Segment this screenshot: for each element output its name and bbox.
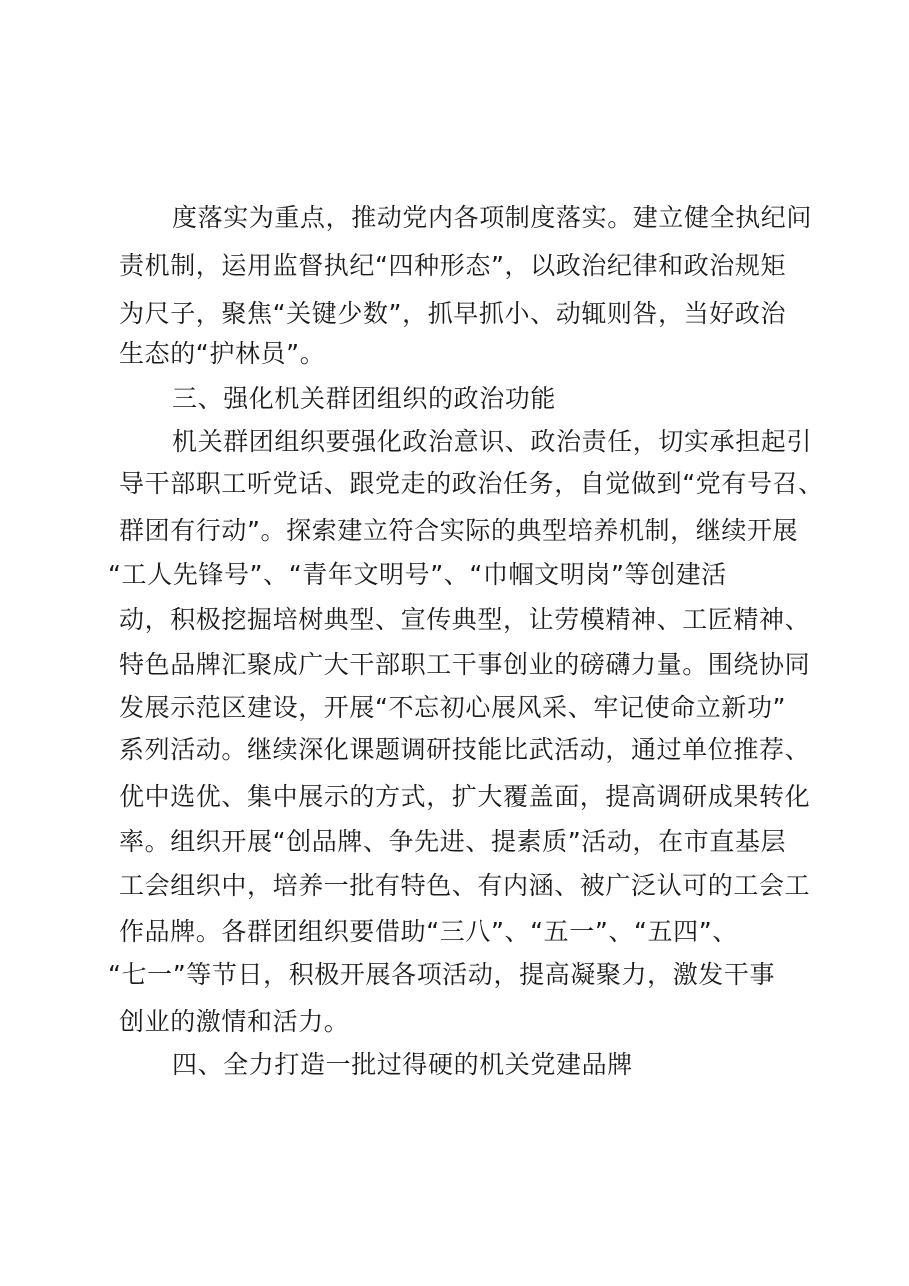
paragraph-line: 群团有行动”。探索建立符合实际的典型培养机制，继续开展 [119, 516, 799, 545]
section-heading: 三、强化机关群团组织的政治功能 [172, 384, 557, 413]
paragraph-line: 度落实为重点，推动党内各项制度落实。建立健全执纪问 [172, 203, 813, 232]
paragraph-line: 率。组织开展“创品牌、争先进、提素质”活动，在市直基层 [119, 827, 787, 856]
paragraph-line: 优中选优、集中展示的方式，扩大覆盖面，提高调研成果转化 [119, 782, 811, 811]
paragraph-line: “七一”等节日，积极开展各项活动，提高凝聚力，激发干事 [108, 960, 776, 989]
paragraph-line: “工人先锋号”、“青年文明号”、“巾帼文明岗”等创建活 [108, 560, 727, 589]
paragraph-line: 机关群团组织要强化政治意识、政治责任，切实承担起引 [172, 427, 813, 456]
paragraph-line: 为尺子，聚焦“关键少数”，抓早抓小、动辄则咎，当好政治 [119, 299, 787, 328]
paragraph-line: 生态的“护林员”。 [119, 339, 326, 368]
paragraph-line: 责机制，运用监督执纪“四种形态”，以政治纪律和政治规矩 [119, 251, 787, 280]
paragraph-line: 特色品牌汇聚成广大干部职工干事创业的磅礴力量。围绕协同 [119, 650, 811, 679]
paragraph-line: 动，积极挖掘培树典型、宣传典型，让劳模精神、工匠精神、 [119, 605, 811, 634]
paragraph-line: 工会组织中，培养一批有特色、有内涵、被广泛认可的工会工 [119, 871, 811, 900]
paragraph-line: 发展示范区建设，开展“不忘初心展风采、牢记使命立新功” [119, 693, 787, 722]
paragraph-line: 作品牌。各群团组织要借助“三八”、“五一”、“五四”、 [119, 917, 738, 946]
paragraph-line: 系列活动。继续深化课题调研技能比武活动，通过单位推荐、 [119, 735, 811, 764]
paragraph-line: 创业的激情和活力。 [119, 1007, 350, 1036]
section-heading: 四、全力打造一批过得硬的机关党建品牌 [172, 1050, 633, 1079]
paragraph-line: 导干部职工听党话、跟党走的政治任务，自觉做到“党有号召、 [119, 469, 824, 498]
